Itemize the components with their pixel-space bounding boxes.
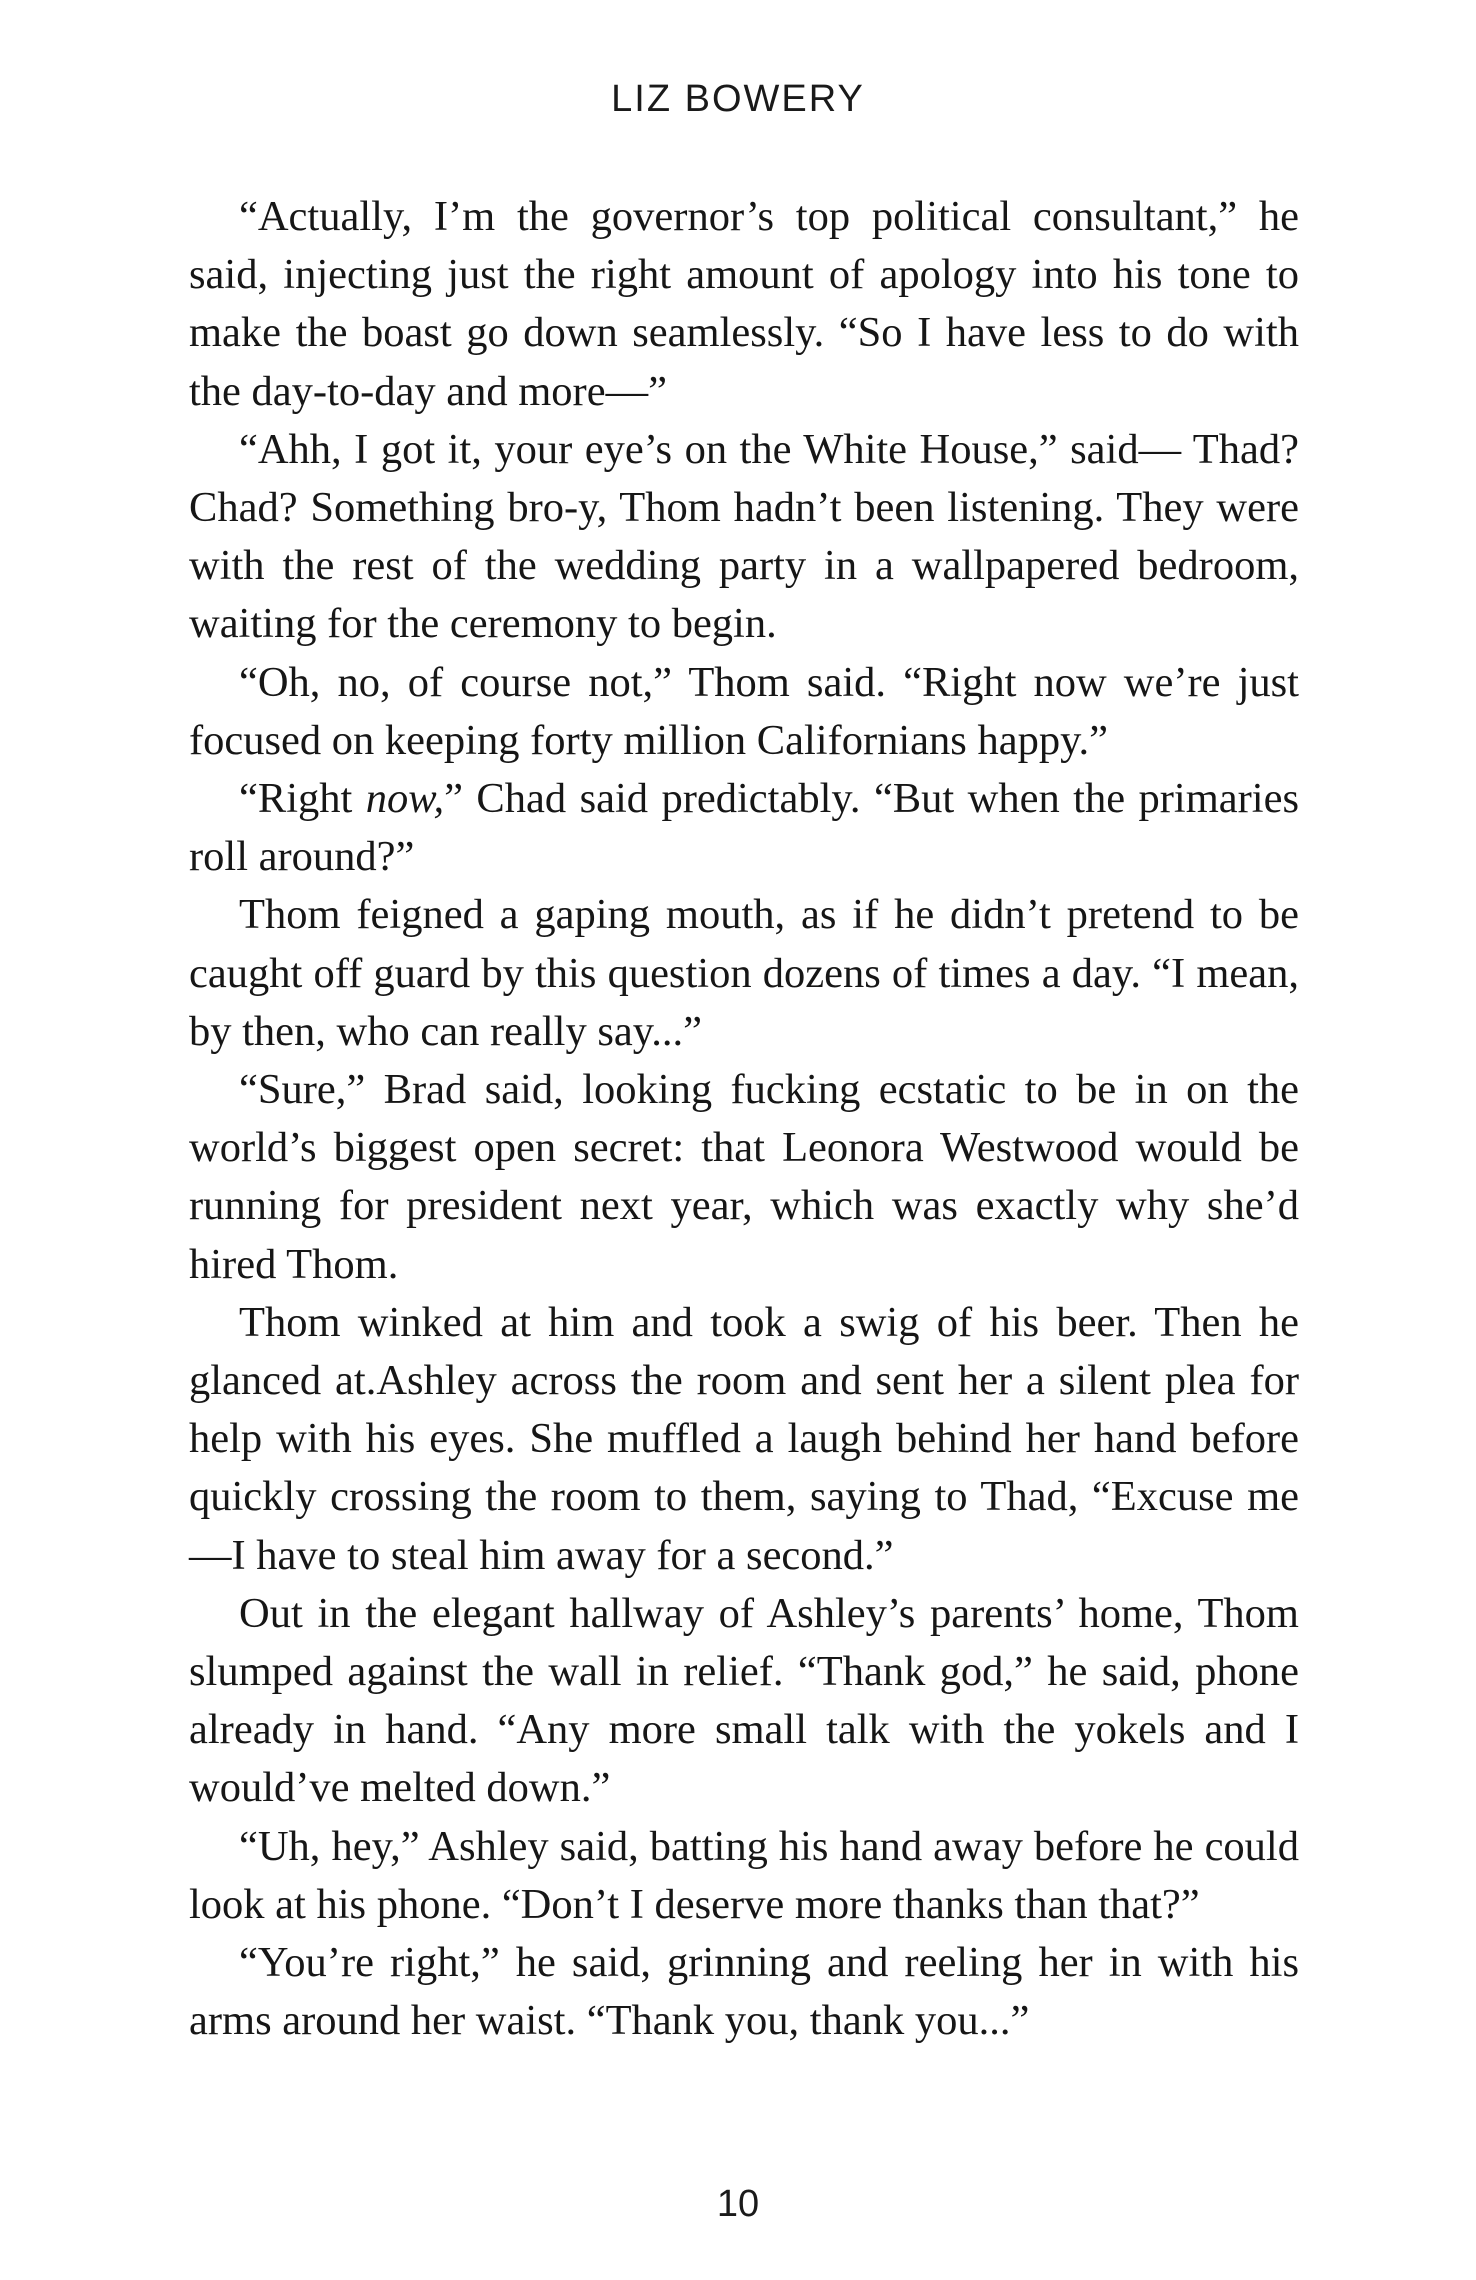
page-number: 10	[716, 2183, 760, 2225]
paragraph	[189, 770, 1299, 886]
paragraph: “You’re right,” he said, grinning and reeling her in with his arms around her waist. “Thank you, thank you...”	[189, 1939, 1299, 2045]
paragraph: Thom winked at him and took a swig of his beer. Then he glanced at.Ashley across the room and sent her a silent plea for help with his eyes. She muffled a laugh behind her hand before quickly crossing the room to them, saying to Thad, “Excuse me—I have to steal him away for a second.”	[189, 1298, 1299, 1579]
paragraph-text-after: ” Chad said predictably. “But when the primaries roll around?”	[189, 775, 1300, 881]
paragraph: Out in the elegant hallway of Ashley’s parents’ home, Thom slumped against the wall in relief. “Thank god,” he said, phone already in hand. “Any more small talk with the yokels and I would’ve melted down.”	[189, 1589, 1299, 1812]
paragraph: “Uh, hey,” Ashley said, batting his hand away before he could look at his phone. “Don’t I deserve more thanks than that?”	[189, 1822, 1299, 1928]
body-text	[189, 188, 1299, 2051]
running-head: LIZ BOWERY	[611, 78, 865, 120]
paragraph: “Sure,” Brad said, looking fucking ecstatic to be in on the world’s biggest open secret: that Leonora Westwood would be running for president next year, which was exactly why she’d hired Thom.	[189, 1066, 1299, 1288]
paragraph: “Ahh, I got it, your eye’s on the White House,” said— Thad? Chad? Something bro-y, Thom hadn’t been listening. They were with the rest of the wedding party in a wallpapered bedroom, waiting for the ceremony to begin.	[189, 425, 1299, 648]
paragraph: “Oh, no, of course not,” Thom said. “Right now we’re just focused on keeping forty million Californians happy.”	[189, 658, 1299, 764]
paragraph: Thom feigned a gaping mouth, as if he didn’t pretend to be caught off guard by this question dozens of times a day. “I mean, by then, who can really say...”	[189, 891, 1299, 1055]
paragraph: “Actually, I’m the governor’s top political consultant,” he said, injecting just the right amount of apology into his tone to make the boast go down seamlessly. “So I have less to do with the day-to-day and more—”	[189, 193, 1299, 415]
italic-emphasis: now,	[365, 775, 445, 823]
paragraph-text-before: “Right	[239, 775, 366, 823]
